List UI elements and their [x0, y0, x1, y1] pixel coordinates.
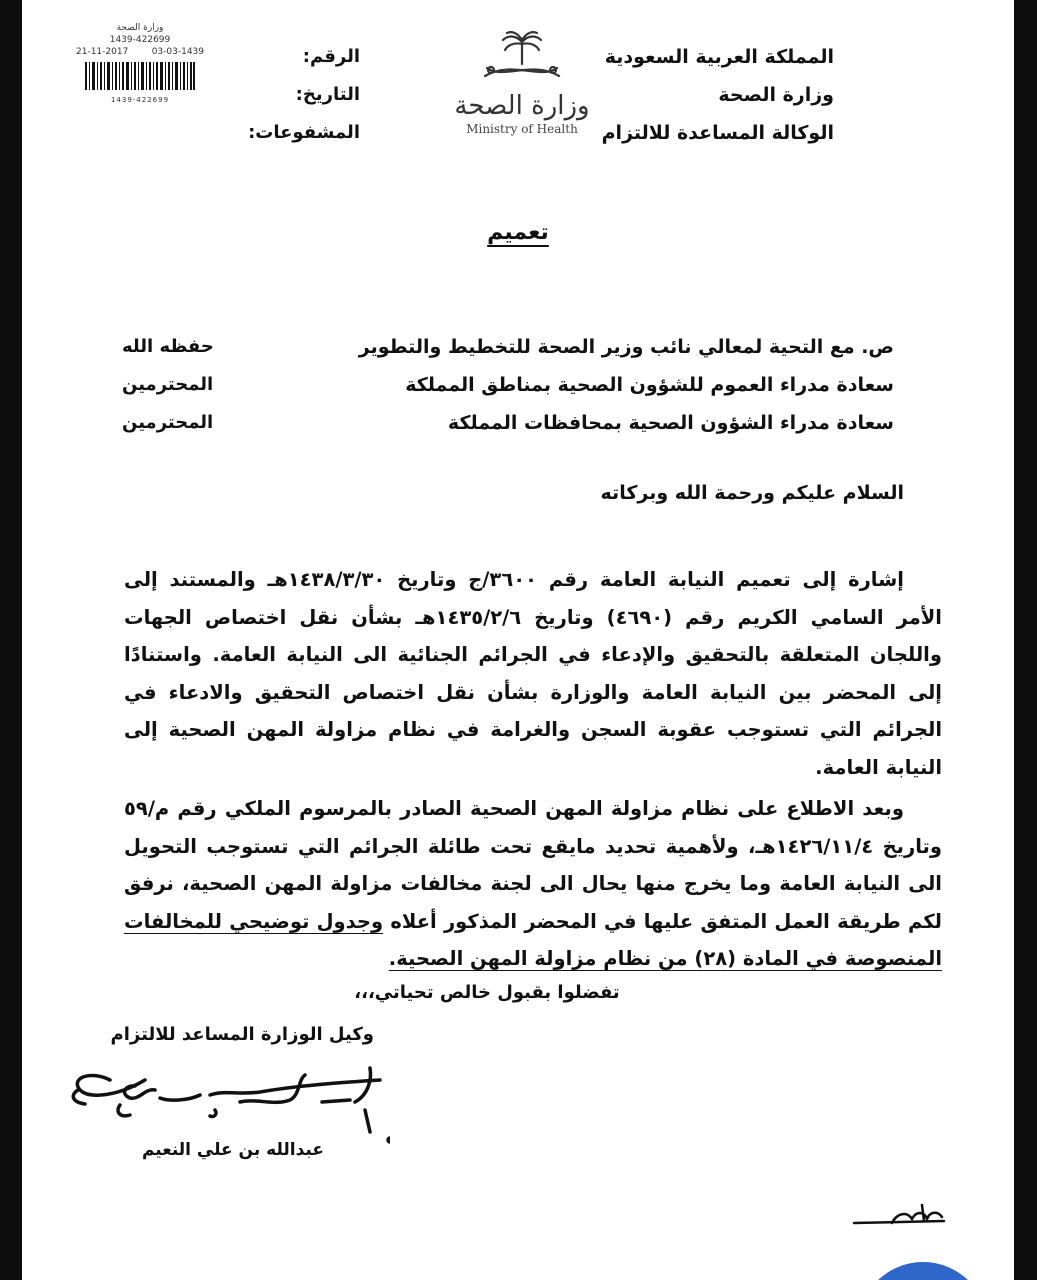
stamp-org: وزارة الصحة [116, 23, 164, 33]
ministry-logo [452, 30, 592, 136]
attachments-label: المشفوعات: [248, 122, 360, 143]
document-title: تعميم [487, 220, 549, 245]
palm-swords-icon [477, 30, 567, 86]
ministry-name: وزارة الصحة [718, 84, 834, 106]
addressee-suffix: حفظه الله [122, 336, 214, 357]
registration-stamp [70, 22, 210, 106]
paragraph-text: وبعد الاطلاع على نظام مزاولة المهن الصحية الصادر بالمرسوم الملكي رقم م/٥٩ وتاريخ ١٤٢٦/١١/٤هـ، ولأهمية تحديد مايقع تحت طائلة الجرائم التي تستوجب التحويل الى النيابة العامة وما يخرج منها يحال الى لجنة مخالفات مزاولة المهن الصحية، نرفق لكم طريقة العمل المتفق عليها في المحضر المذكور أعلاه [124, 797, 942, 933]
agency-name: الوكالة المساعدة للالتزام [601, 122, 834, 144]
kingdom-name: المملكة العربية السعودية [604, 46, 834, 68]
barcode-icon [85, 62, 195, 90]
initials-mark-icon [852, 1195, 952, 1235]
barcode-number: 1439-422699 [110, 96, 170, 104]
stamp-date-greg: 21-11-2017 [76, 47, 129, 57]
closing-line: تفضلوا بقبول خالص تحياتي،،، [354, 982, 620, 1003]
stamp-date-hijri: 03-03-1439 [151, 47, 204, 57]
signature-icon [50, 1040, 390, 1150]
signer-name: عبدالله بن علي النعيم [141, 1140, 324, 1160]
addressee-line: سعادة مدراء العموم للشؤون الصحية بمناطق المملكة [405, 374, 894, 396]
letterhead [602, 38, 834, 152]
addressee-suffix: المحترمين [122, 374, 214, 395]
reference-fields [248, 38, 360, 152]
date-label: التاريخ: [295, 84, 360, 105]
number-label: الرقم: [302, 46, 360, 67]
addressee-suffix: المحترمين [122, 412, 214, 433]
logo-arabic: وزارة الصحة [454, 91, 590, 121]
underlined-text: وجدول توضيحي للمخالفات المنصوصة في المادة (٢٨) من نظام مزاولة المهن الصحية. [124, 909, 942, 970]
addressee-line: سعادة مدراء الشؤون الصحية بمحافظات المملكة [447, 412, 894, 434]
addressee-line: ص. مع التحية لمعالي نائب وزير الصحة للتخطيط والتطوير [358, 336, 894, 358]
greeting: السلام عليكم ورحمة الله وبركاته [600, 482, 904, 504]
body-paragraph-1: إشارة إلى تعميم النيابة العامة رقم ٣٦٠٠/ج وتاريخ ١٤٣٨/٣/٣٠هـ والمستند إلى الأمر السامي الكريم رقم (٤٦٩٠) وتاريخ ١٤٣٥/٢/٦هـ بشأن نقل اختصاص الجهات واللجان المتعلقة بالتحقيق والإدعاء في الجرائم الجنائية الى النيابة العامة. واستنادًا إلى المحضر بين النيابة العامة والوزارة بشأن نقل اختصاص التحقيق والادعاء في الجرائم التي تستوجب عقوبة السجن والغرامة في نظام مزاولة المهن الصحية إلى النيابة العامة. [124, 568, 942, 779]
document-page [22, 0, 1014, 1280]
logo-english: Ministry of Health [466, 122, 578, 136]
stamp-ref: 1439-422699 [109, 35, 171, 45]
body-paragraph-2 [124, 790, 942, 978]
signer-title: وكيل الوزارة المساعد للالتزام [110, 1024, 374, 1045]
floating-action-button[interactable] [858, 1262, 988, 1280]
